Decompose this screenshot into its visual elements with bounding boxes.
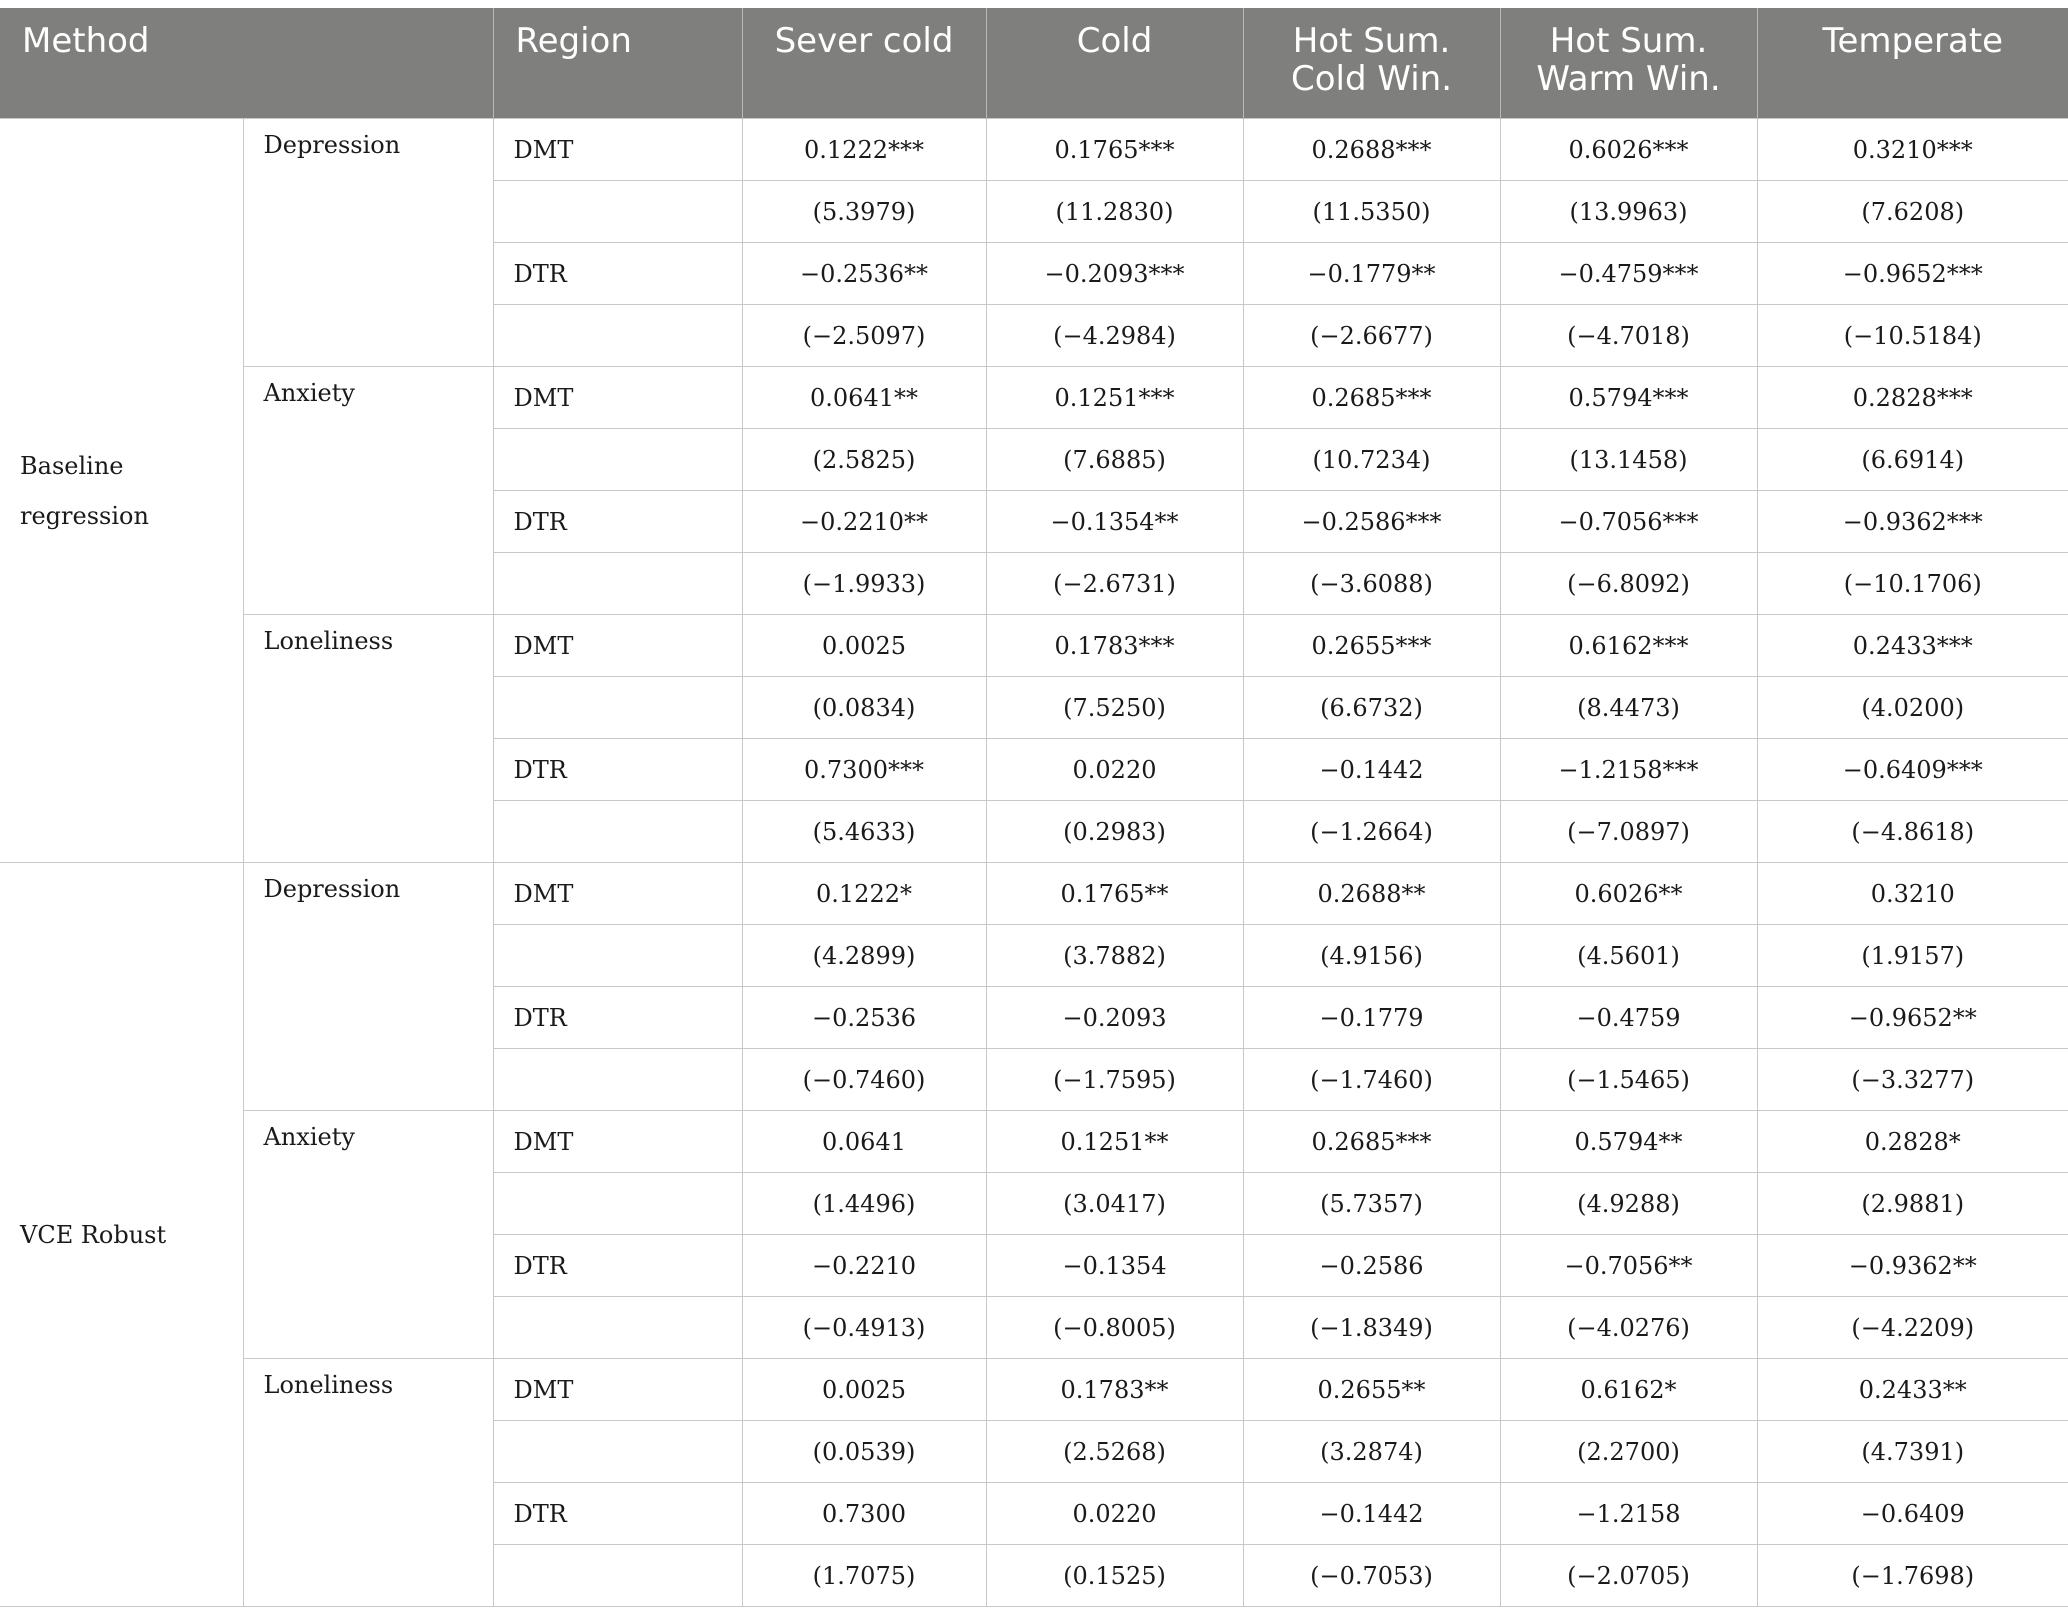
coefficient-cell: 0.2655** xyxy=(1243,1359,1500,1421)
t-stat-cell: (2.9881) xyxy=(1757,1173,2068,1235)
t-stat-cell: (−0.7053) xyxy=(1243,1545,1500,1607)
coefficient-cell: −0.2586*** xyxy=(1243,491,1500,553)
t-stat-cell: (4.5601) xyxy=(1500,925,1757,987)
t-stat-cell: (0.2983) xyxy=(986,801,1243,863)
variable-cell xyxy=(493,181,742,243)
coefficient-cell: 0.2433*** xyxy=(1757,615,2068,677)
coefficient-cell: 0.6162*** xyxy=(1500,615,1757,677)
coefficient-cell: −0.1354** xyxy=(986,491,1243,553)
coefficient-cell: 0.2685*** xyxy=(1243,1111,1500,1173)
header-cold: Cold xyxy=(986,8,1243,119)
coefficient-cell: −0.1779** xyxy=(1243,243,1500,305)
coefficient-cell: −0.2536 xyxy=(742,987,986,1049)
variable-cell xyxy=(493,1173,742,1235)
variable-cell: DMT xyxy=(493,1359,742,1421)
t-stat-cell: (−1.7698) xyxy=(1757,1545,2068,1607)
variable-cell: DMT xyxy=(493,367,742,429)
coefficient-cell: 0.0025 xyxy=(742,1359,986,1421)
variable-cell: DMT xyxy=(493,1111,742,1173)
t-stat-cell: (7.6208) xyxy=(1757,181,2068,243)
coefficient-cell: −0.2093*** xyxy=(986,243,1243,305)
coefficient-cell: 0.2433** xyxy=(1757,1359,2068,1421)
coefficient-cell: 0.1783** xyxy=(986,1359,1243,1421)
variable-cell: DTR xyxy=(493,243,742,305)
t-stat-cell: (−0.8005) xyxy=(986,1297,1243,1359)
table-row xyxy=(0,615,2068,677)
variable-cell xyxy=(493,677,742,739)
method-cell: VCE Robust xyxy=(0,863,243,1607)
t-stat-cell: (2.2700) xyxy=(1500,1421,1757,1483)
t-stat-cell: (−1.7460) xyxy=(1243,1049,1500,1111)
coefficient-cell: 0.2688** xyxy=(1243,863,1500,925)
coefficient-cell: 0.0641** xyxy=(742,367,986,429)
table-row xyxy=(0,1359,2068,1421)
t-stat-cell: (−10.5184) xyxy=(1757,305,2068,367)
t-stat-cell: (11.2830) xyxy=(986,181,1243,243)
variable-cell xyxy=(493,1297,742,1359)
coefficient-cell: 0.2828* xyxy=(1757,1111,2068,1173)
outcome-cell: Anxiety xyxy=(243,1111,493,1359)
t-stat-cell: (0.1525) xyxy=(986,1545,1243,1607)
table-row xyxy=(0,119,2068,181)
t-stat-cell: (7.6885) xyxy=(986,429,1243,491)
t-stat-cell: (−1.9933) xyxy=(742,553,986,615)
coefficient-cell: 0.1765** xyxy=(986,863,1243,925)
t-stat-cell: (6.6914) xyxy=(1757,429,2068,491)
coefficient-cell: 0.1222* xyxy=(742,863,986,925)
t-stat-cell: (13.1458) xyxy=(1500,429,1757,491)
t-stat-cell: (−0.7460) xyxy=(742,1049,986,1111)
outcome-cell: Loneliness xyxy=(243,1359,493,1607)
coefficient-cell: −0.1442 xyxy=(1243,739,1500,801)
variable-cell xyxy=(493,553,742,615)
coefficient-cell: −0.6409 xyxy=(1757,1483,2068,1545)
variable-cell: DTR xyxy=(493,1483,742,1545)
coefficient-cell: −0.9652** xyxy=(1757,987,2068,1049)
t-stat-cell: (−1.5465) xyxy=(1500,1049,1757,1111)
variable-cell: DMT xyxy=(493,615,742,677)
coefficient-cell: −0.7056*** xyxy=(1500,491,1757,553)
coefficient-cell: 0.0025 xyxy=(742,615,986,677)
coefficient-cell: −0.2093 xyxy=(986,987,1243,1049)
coefficient-cell: −0.2210 xyxy=(742,1235,986,1297)
coefficient-cell: 0.2655*** xyxy=(1243,615,1500,677)
coefficient-cell: 0.6026*** xyxy=(1500,119,1757,181)
coefficient-cell: 0.1222*** xyxy=(742,119,986,181)
coefficient-cell: 0.5794** xyxy=(1500,1111,1757,1173)
coefficient-cell: 0.1783*** xyxy=(986,615,1243,677)
t-stat-cell: (−10.1706) xyxy=(1757,553,2068,615)
coefficient-cell: −0.4759 xyxy=(1500,987,1757,1049)
coefficient-cell: −0.2536** xyxy=(742,243,986,305)
t-stat-cell: (0.0539) xyxy=(742,1421,986,1483)
header-row xyxy=(0,8,2068,119)
outcome-cell: Anxiety xyxy=(243,367,493,615)
coefficient-cell: −0.2586 xyxy=(1243,1235,1500,1297)
coefficient-cell: −1.2158*** xyxy=(1500,739,1757,801)
coefficient-cell: 0.2688*** xyxy=(1243,119,1500,181)
t-stat-cell: (−4.8618) xyxy=(1757,801,2068,863)
t-stat-cell: (2.5825) xyxy=(742,429,986,491)
outcome-cell: Depression xyxy=(243,863,493,1111)
outcome-cell: Loneliness xyxy=(243,615,493,863)
t-stat-cell: (−7.0897) xyxy=(1500,801,1757,863)
t-stat-cell: (−1.2664) xyxy=(1243,801,1500,863)
method-cell: Baseline regression xyxy=(0,119,243,863)
t-stat-cell: (1.7075) xyxy=(742,1545,986,1607)
header-method: Method xyxy=(0,8,493,119)
variable-cell: DMT xyxy=(493,119,742,181)
variable-cell: DMT xyxy=(493,863,742,925)
coefficient-cell: −0.9362*** xyxy=(1757,491,2068,553)
table-row xyxy=(0,1111,2068,1173)
t-stat-cell: (−3.3277) xyxy=(1757,1049,2068,1111)
variable-cell xyxy=(493,925,742,987)
t-stat-cell: (8.4473) xyxy=(1500,677,1757,739)
t-stat-cell: (11.5350) xyxy=(1243,181,1500,243)
coefficient-cell: 0.3210 xyxy=(1757,863,2068,925)
t-stat-cell: (−4.0276) xyxy=(1500,1297,1757,1359)
t-stat-cell: (4.9156) xyxy=(1243,925,1500,987)
variable-cell xyxy=(493,801,742,863)
t-stat-cell: (3.7882) xyxy=(986,925,1243,987)
coefficient-cell: 0.0220 xyxy=(986,1483,1243,1545)
t-stat-cell: (5.7357) xyxy=(1243,1173,1500,1235)
t-stat-cell: (3.0417) xyxy=(986,1173,1243,1235)
t-stat-cell: (4.9288) xyxy=(1500,1173,1757,1235)
table-row xyxy=(0,367,2068,429)
t-stat-cell: (5.3979) xyxy=(742,181,986,243)
coefficient-cell: 0.1765*** xyxy=(986,119,1243,181)
coefficient-cell: 0.1251*** xyxy=(986,367,1243,429)
t-stat-cell: (−2.0705) xyxy=(1500,1545,1757,1607)
table-row xyxy=(0,863,2068,925)
variable-cell xyxy=(493,429,742,491)
t-stat-cell: (6.6732) xyxy=(1243,677,1500,739)
regression-results-table xyxy=(0,8,2068,1607)
variable-cell: DTR xyxy=(493,1235,742,1297)
coefficient-cell: 0.6162* xyxy=(1500,1359,1757,1421)
coefficient-cell: −1.2158 xyxy=(1500,1483,1757,1545)
coefficient-cell: 0.7300*** xyxy=(742,739,986,801)
header-sever-cold: Sever cold xyxy=(742,8,986,119)
t-stat-cell: (−2.6731) xyxy=(986,553,1243,615)
t-stat-cell: (2.5268) xyxy=(986,1421,1243,1483)
coefficient-cell: −0.1779 xyxy=(1243,987,1500,1049)
outcome-cell: Depression xyxy=(243,119,493,367)
t-stat-cell: (7.5250) xyxy=(986,677,1243,739)
coefficient-cell: 0.6026** xyxy=(1500,863,1757,925)
variable-cell xyxy=(493,1421,742,1483)
t-stat-cell: (3.2874) xyxy=(1243,1421,1500,1483)
t-stat-cell: (5.4633) xyxy=(742,801,986,863)
t-stat-cell: (−4.7018) xyxy=(1500,305,1757,367)
t-stat-cell: (−1.7595) xyxy=(986,1049,1243,1111)
variable-cell: DTR xyxy=(493,987,742,1049)
t-stat-cell: (10.7234) xyxy=(1243,429,1500,491)
t-stat-cell: (−2.6677) xyxy=(1243,305,1500,367)
header-hot-sum-cold-win: Hot Sum. Cold Win. xyxy=(1243,8,1500,119)
coefficient-cell: 0.2685*** xyxy=(1243,367,1500,429)
coefficient-cell: −0.9362** xyxy=(1757,1235,2068,1297)
table-body xyxy=(0,119,2068,1607)
t-stat-cell: (−3.6088) xyxy=(1243,553,1500,615)
coefficient-cell: −0.2210** xyxy=(742,491,986,553)
t-stat-cell: (−4.2984) xyxy=(986,305,1243,367)
variable-cell xyxy=(493,1545,742,1607)
coefficient-cell: 0.2828*** xyxy=(1757,367,2068,429)
coefficient-cell: 0.0641 xyxy=(742,1111,986,1173)
coefficient-cell: −0.7056** xyxy=(1500,1235,1757,1297)
t-stat-cell: (1.4496) xyxy=(742,1173,986,1235)
variable-cell: DTR xyxy=(493,739,742,801)
t-stat-cell: (−1.8349) xyxy=(1243,1297,1500,1359)
coefficient-cell: 0.3210*** xyxy=(1757,119,2068,181)
coefficient-cell: 0.5794*** xyxy=(1500,367,1757,429)
t-stat-cell: (4.2899) xyxy=(742,925,986,987)
t-stat-cell: (4.0200) xyxy=(1757,677,2068,739)
coefficient-cell: 0.7300 xyxy=(742,1483,986,1545)
variable-cell: DTR xyxy=(493,491,742,553)
coefficient-cell: −0.9652*** xyxy=(1757,243,2068,305)
t-stat-cell: (0.0834) xyxy=(742,677,986,739)
coefficient-cell: −0.4759*** xyxy=(1500,243,1757,305)
variable-cell xyxy=(493,305,742,367)
coefficient-cell: −0.6409*** xyxy=(1757,739,2068,801)
coefficient-cell: −0.1442 xyxy=(1243,1483,1500,1545)
t-stat-cell: (1.9157) xyxy=(1757,925,2068,987)
t-stat-cell: (−0.4913) xyxy=(742,1297,986,1359)
header-region: Region xyxy=(493,8,742,119)
t-stat-cell: (−2.5097) xyxy=(742,305,986,367)
t-stat-cell: (13.9963) xyxy=(1500,181,1757,243)
header-hot-sum-warm-win: Hot Sum. Warm Win. xyxy=(1500,8,1757,119)
coefficient-cell: 0.1251** xyxy=(986,1111,1243,1173)
t-stat-cell: (−6.8092) xyxy=(1500,553,1757,615)
coefficient-cell: −0.1354 xyxy=(986,1235,1243,1297)
t-stat-cell: (−4.2209) xyxy=(1757,1297,2068,1359)
coefficient-cell: 0.0220 xyxy=(986,739,1243,801)
t-stat-cell: (4.7391) xyxy=(1757,1421,2068,1483)
variable-cell xyxy=(493,1049,742,1111)
header-temperate: Temperate xyxy=(1757,8,2068,119)
